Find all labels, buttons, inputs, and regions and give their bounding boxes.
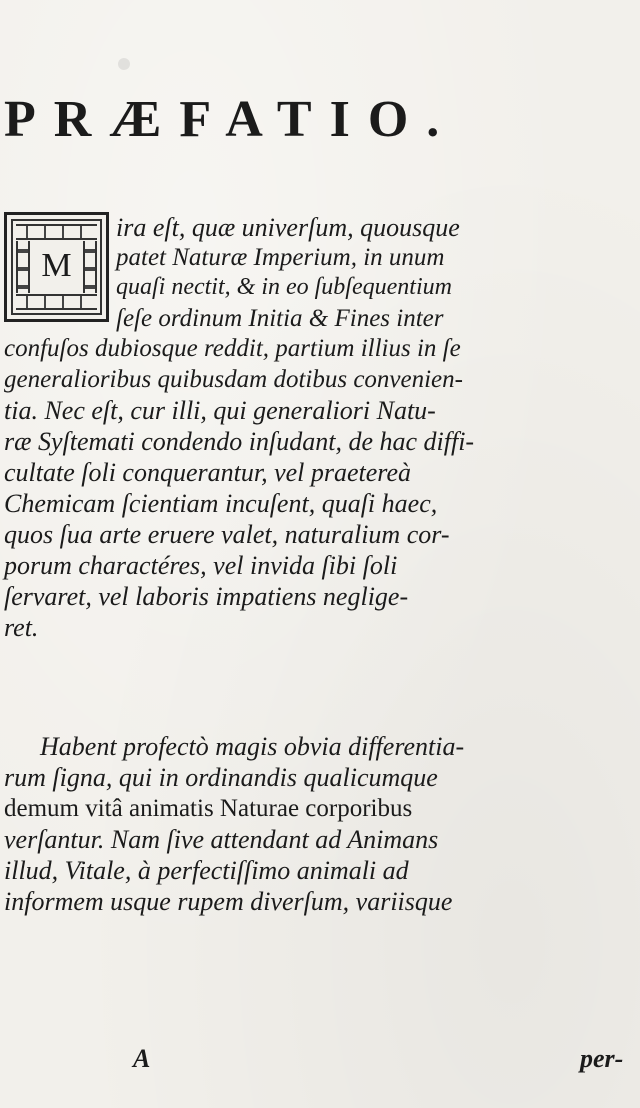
text-line-18: verſantur. Nam ſive attendant ad Animans xyxy=(4,825,439,854)
text-line-4: ſeſe ordinum Initia & Fines inter xyxy=(116,305,444,332)
text-line-3: quaſi nectit, & in eo ſubſequentium xyxy=(116,274,452,300)
text-line-20: informem usque rupem diverſum, variisque xyxy=(4,887,453,916)
text-line-15: Habent profectò magis obvia differentia- xyxy=(40,732,465,761)
text-line-14: ret. xyxy=(4,613,39,642)
text-line-6: generalioribus quibusdam dotibus convenien- xyxy=(4,366,463,393)
page-smudge xyxy=(118,58,130,70)
text-line-10: Chemicam ſcientiam incuſent, quaſi haec, xyxy=(4,489,438,518)
text-line-1: ira eſt, quæ univerſum, quousque xyxy=(116,213,460,242)
text-line-5: confuſos dubiosque reddit, partium illius in ſe xyxy=(4,335,461,362)
text-line-9: cultate ſoli conquerantur, vel praetereà xyxy=(4,458,411,487)
text-line-13: ſervaret, vel laboris impatiens neglige- xyxy=(4,582,409,611)
text-line-12: porum charactéres, vel invida ſibi ſoli xyxy=(4,551,398,580)
page-footer xyxy=(0,1044,640,1074)
drop-cap-bottom-band xyxy=(16,294,97,310)
page-heading: PRÆFATIO. xyxy=(4,91,458,148)
text-line-2: patet Naturæ Imperium, in unum xyxy=(116,244,445,271)
text-line-16: rum ſigna, qui in ordinandis qualicumque xyxy=(4,763,438,792)
drop-cap-letter: M xyxy=(41,247,72,284)
catchword: per- xyxy=(580,1044,624,1073)
signature-mark: A xyxy=(133,1044,151,1073)
drop-cap-frame xyxy=(4,212,109,322)
text-line-8: ræ Syſtemati condendo inſudant, de hac diffi- xyxy=(4,427,475,456)
text-line-19: illud, Vitale, à perfectiſſimo animali ad xyxy=(4,856,409,885)
text-line-17: demum vitâ animatis Naturae corporibus xyxy=(4,795,413,822)
text-line-11: quos ſua arte eruere valet, naturalium cor- xyxy=(4,520,450,549)
text-line-7: tia. Nec eſt, cur illi, qui generaliori Natu- xyxy=(4,396,436,425)
drop-cap-top-band xyxy=(16,224,97,240)
